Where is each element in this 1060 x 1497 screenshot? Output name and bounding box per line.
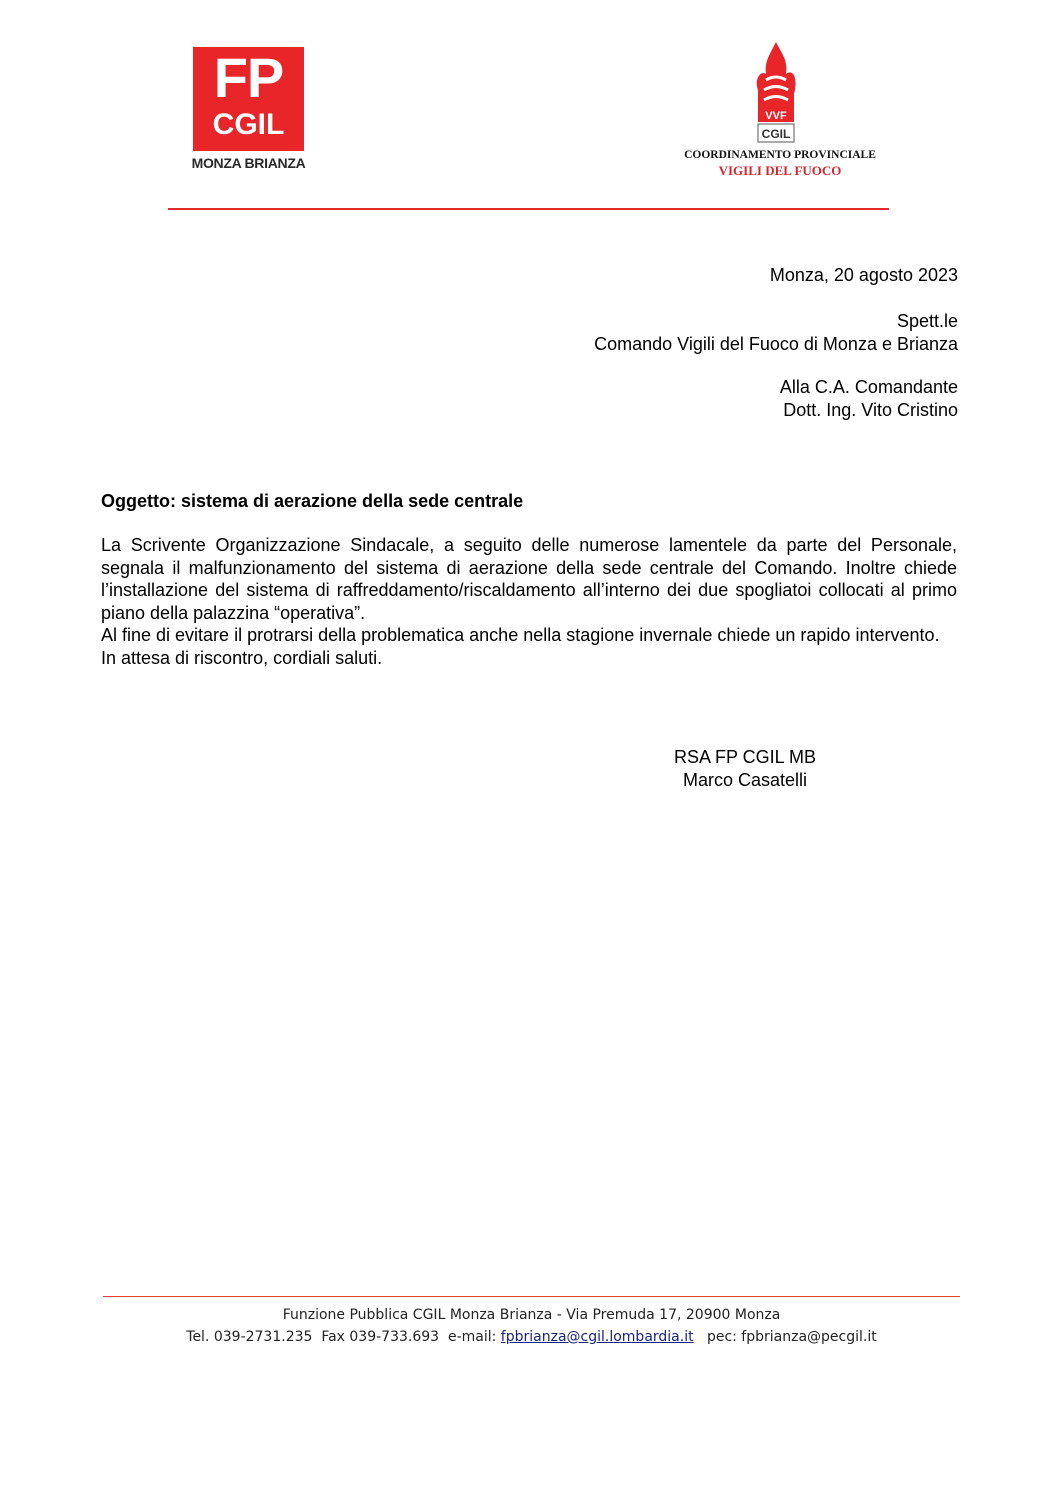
- recipient-line: Comando Vigili del Fuoco di Monza e Brianza: [594, 333, 958, 354]
- footer-phone-fax: Tel. 039-2731.235 Fax 039-733.693 e-mail:: [186, 1329, 501, 1345]
- attention-line: Dott. Ing. Vito Cristino: [783, 399, 958, 420]
- vvf-flame-logo-icon: [748, 40, 804, 145]
- fp-cgil-logo: [193, 47, 304, 151]
- recipient-block: [594, 310, 958, 355]
- attention-block: [780, 376, 958, 421]
- letter-date: Monza, 20 agosto 2023: [769, 265, 958, 285]
- vvf-badge-top: VVF: [765, 110, 787, 122]
- logo-subtitle: MONZA BRIANZA: [191, 155, 306, 171]
- attention-line: Alla C.A. Comandante: [779, 377, 958, 397]
- signature-organization: RSA FP CGIL MB: [673, 747, 817, 767]
- vvf-fire-brigade-label: VIGILI DEL FUOCO: [718, 163, 842, 178]
- footer-email-link[interactable]: fpbrianza@cgil.lombardia.it: [500, 1329, 694, 1345]
- body-paragraph: In attesa di riscontro, cordiali saluti.: [101, 647, 383, 668]
- logo-fp-text: FP: [213, 46, 284, 109]
- vvf-badge-bottom: CGIL: [761, 127, 791, 141]
- recipient-line: Spett.le: [896, 311, 958, 331]
- footer-pec: pec: fpbrianza@pecgil.it: [693, 1329, 877, 1345]
- footer-divider: [103, 1296, 960, 1297]
- header-divider: [168, 208, 889, 210]
- body-paragraph: Al fine di evitare il protrarsi della problematica anche nella stagione invernale chiede un rapido intervento.: [101, 625, 940, 645]
- logo-cgil-text: CGIL: [212, 108, 285, 141]
- footer-contacts: [103, 1326, 960, 1348]
- signature-name: Marco Casatelli: [682, 770, 808, 790]
- vvf-coordination-label: COORDINAMENTO PROVINCIALE: [684, 149, 876, 161]
- page-footer: [103, 1304, 960, 1348]
- letter-subject: Oggetto: sistema di aerazione della sede centrale: [101, 491, 524, 511]
- signature-block: [620, 746, 870, 792]
- letter-body: [101, 534, 957, 669]
- body-paragraph: La Scrivente Organizzazione Sindacale, a seguito delle numerose lamentele da parte del Personale, segnala il malfunzionamento del sistema di aerazione della sede centrale del Comando. Inoltre chiede l’installazione del sistema di raffreddamento/riscaldamento all’interno dei due spogliatoi collocati al primo piano della palazzina “operativa”.: [101, 535, 957, 623]
- footer-address: Funzione Pubblica CGIL Monza Brianza - Via Premuda 17, 20900 Monza: [282, 1307, 781, 1323]
